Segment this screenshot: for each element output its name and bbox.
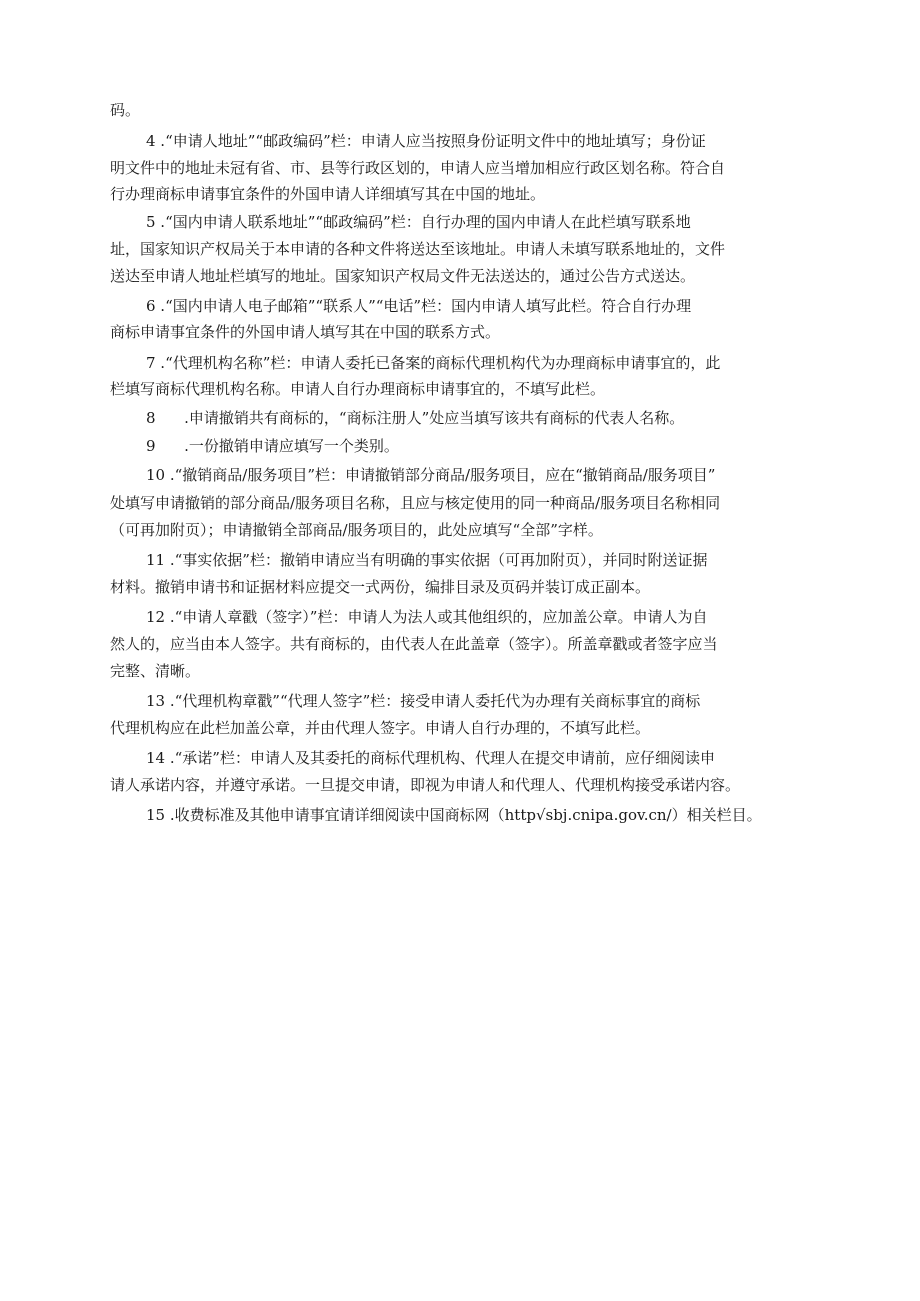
paragraph-line: 完整、清晰。 bbox=[110, 662, 201, 680]
paragraph-line: 商标申请事宜条件的外国申请人填写其在中国的联系方式。 bbox=[110, 323, 501, 341]
paragraph-line: 7 .“代理机构名称”栏：申请人委托已备案的商标代理机构代为办理商标申请事宜的，此 bbox=[146, 354, 721, 372]
paragraph-line: 然人的，应当由本人签字。共有商标的，由代表人在此盖章（签字）。所盖章戳或者签字应当 bbox=[110, 635, 718, 653]
paragraph-line: 14 .“承诺”栏：申请人及其委托的商标代理机构、代理人在提交申请前，应仔细阅读申 bbox=[146, 749, 715, 767]
paragraph-line: 代理机构应在此栏加盖公章，并由代理人签字。申请人自行办理的，不填写此栏。 bbox=[110, 719, 651, 737]
paragraph-line: 行办理商标申请事宜条件的外国申请人详细填写其在中国的地址。 bbox=[110, 185, 546, 203]
paragraph-line: 处填写申请撤销的部分商品/服务项目名称，且应与核定使用的同一种商品/服务项目名称相同 bbox=[110, 494, 721, 512]
paragraph-line: 9 .一份撤销申请应填写一个类别。 bbox=[146, 437, 399, 455]
paragraph-line: 栏填写商标代理机构名称。申请人自行办理商标申请事宜的，不填写此栏。 bbox=[110, 380, 606, 398]
paragraph-line: 4 .“申请人地址”“邮政编码”栏：申请人应当按照身份证明文件中的地址填写；身份证 bbox=[146, 132, 706, 150]
paragraph-line: 12 .“申请人章戳（签字）”栏：申请人为法人或其他组织的，应加盖公章。申请人为自 bbox=[146, 608, 708, 626]
paragraph-line: 10 .“撤销商品/服务项目”栏：申请撤销部分商品/服务项目，应在“撤销商品/服务项目” bbox=[146, 466, 716, 484]
paragraph-line: 8 .申请撤销共有商标的，“商标注册人”处应当填写该共有商标的代表人名称。 bbox=[146, 409, 685, 427]
paragraph-line: 请人承诺内容，并遵守承诺。一旦提交申请，即视为申请人和代理人、代理机构接受承诺内容。 bbox=[110, 776, 741, 794]
paragraph-line: 11 .“事实依据”栏：撤销申请应当有明确的事实依据（可再加附页），并同时附送证据 bbox=[146, 551, 708, 569]
paragraph-line: 码。 bbox=[110, 101, 141, 119]
paragraph-line: 15 .收费标准及其他申请事宜请详细阅读中国商标网（http√sbj.cnipa.gov.cn∕）相关栏目。 bbox=[146, 806, 762, 824]
paragraph-line: 6 .“国内申请人电子邮箱”“联系人”“电话”栏：国内申请人填写此栏。符合自行办理 bbox=[146, 297, 692, 315]
paragraph-line: 址，国家知识产权局关于本申请的各种文件将送达至该地址。申请人未填写联系地址的，文件 bbox=[110, 240, 726, 258]
paragraph-line: 13 .“代理机构章戳”“代理人签字”栏：接受申请人委托代为办理有关商标事宜的商标 bbox=[146, 692, 701, 710]
paragraph-line: 5 .“国内申请人联系地址”“邮政编码”栏：自行办理的国内申请人在此栏填写联系地 bbox=[146, 213, 691, 231]
paragraph-line: （可再加附页）；申请撤销全部商品/服务项目的，此处应填写“全部”字样。 bbox=[110, 521, 603, 539]
paragraph-line: 明文件中的地址未冠有省、市、县等行政区划的，申请人应当增加相应行政区划名称。符合自 bbox=[110, 159, 726, 177]
paragraph-line: 送达至申请人地址栏填写的地址。国家知识产权局文件无法送达的，通过公告方式送达。 bbox=[110, 267, 696, 285]
paragraph-line: 材料。撤销申请书和证据材料应提交一式两份，编排目录及页码并装订成正副本。 bbox=[110, 578, 651, 596]
